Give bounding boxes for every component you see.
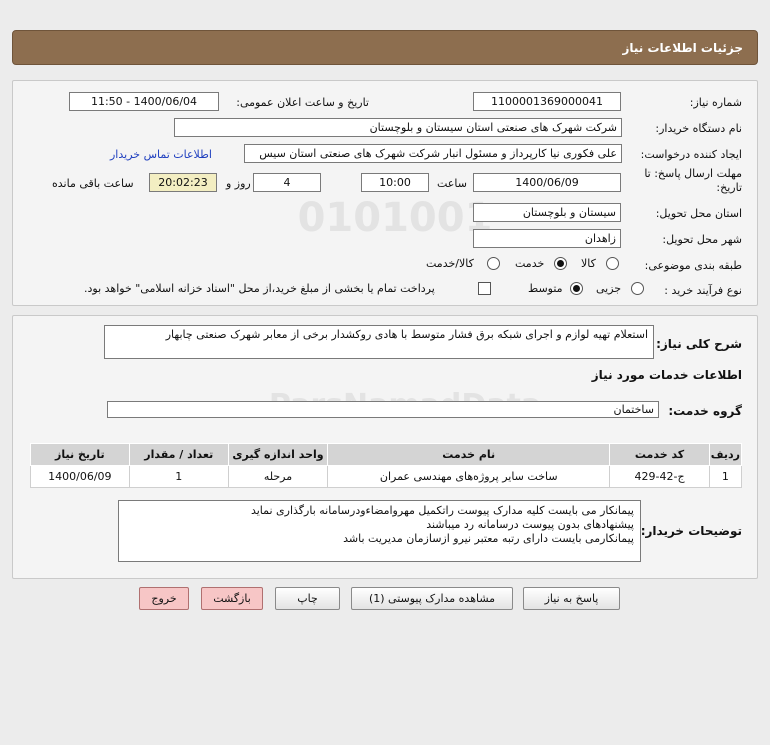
buyer-label: نام دستگاه خریدار: [655,122,742,135]
cell-row: 1 [709,466,741,488]
buyer-note-line: پیمانکارمی بایست دارای رتبه معتبر نیرو ازسازمان مدیریت باشد [343,532,634,545]
page-header [12,30,758,65]
province-label: استان محل تحویل: [655,207,742,220]
announce-field: 1400/06/04 - 11:50 [69,92,219,111]
days-field: 4 [253,173,321,192]
creator-label: ایجاد کننده درخواست: [640,148,742,161]
col-qty-header: تعداد / مقدار [129,444,228,466]
print-button[interactable]: چاپ [275,587,340,610]
cell-name: ساخت سایر پروژه‌های مهندسی عمران [328,466,610,488]
category-both-label: کالا/خدمت [426,257,474,270]
col-code-header: کد خدمت [610,444,709,466]
city-field: زاهدان [473,229,621,248]
process-medium-label: متوسط [528,282,563,295]
category-label: طبقه بندی موضوعی: [644,259,742,272]
cell-unit: مرحله [228,466,327,488]
process-label: نوع فرآیند خرید : [664,284,742,297]
contact-info-link[interactable]: اطلاعات تماس خریدار [110,148,212,161]
deadline-label: مهلت ارسال پاسخ: تا تاریخ: [644,167,742,194]
buyer-notes-label: توضیحات خریدار: [640,524,742,538]
cell-qty: 1 [129,466,228,488]
process-minor-label: جزیی [596,282,622,295]
summary-field: استعلام تهیه لوازم و اجرای شبکه برق فشار متوسط با هادی روکشدار برخی از معابر شهرک صنعتی چابهار [104,325,654,359]
category-goods-label: کالا [581,257,596,270]
col-unit-header: واحد اندازه گیری [228,444,327,466]
treasury-payment-checkbox[interactable] [478,282,491,295]
creator-field: علی فکوری نیا کارپرداز و مسئول انبار شرکت شهرک های صنعتی استان سیس [244,144,622,163]
service-group-field: ساختمان [107,401,659,418]
category-both-radio[interactable] [487,257,500,270]
remaining-time-field: 20:02:23 [149,173,217,192]
remaining-label: ساعت باقی مانده [52,177,134,190]
treasury-payment-note: پرداخت تمام یا بخشی از مبلغ خرید،از محل "اسناد خزانه اسلامی" خواهد بود. [84,282,435,295]
need-number-field: 1100001369000041 [473,92,621,111]
category-service-radio[interactable] [554,257,567,270]
services-table [30,443,742,488]
table-row [31,466,742,488]
reply-button[interactable]: پاسخ به نیاز [523,587,620,610]
table-header-row [31,444,742,466]
province-field: سیستان و بلوچستان [473,203,621,222]
service-group-label: گروه خدمت: [668,404,742,418]
back-button[interactable]: بازگشت [201,587,263,610]
need-number-label: شماره نیاز: [689,96,742,109]
col-row-header: ردیف [709,444,741,466]
col-date-header: تاریخ نیاز [31,444,130,466]
deadline-date-field: 1400/06/09 [473,173,621,192]
city-label: شهر محل تحویل: [662,233,742,246]
buyer-notes-box [118,500,641,562]
process-medium-radio[interactable] [570,282,583,295]
buyer-field: شرکت شهرک های صنعتی استان سیستان و بلوچستان [174,118,622,137]
col-name-header: نام خدمت [328,444,610,466]
announce-label: تاریخ و ساعت اعلان عمومی: [236,96,369,109]
deadline-time-label: ساعت [437,177,467,190]
category-goods-radio[interactable] [606,257,619,270]
cell-date: 1400/06/09 [31,466,130,488]
exit-button[interactable]: خروج [139,587,189,610]
view-attachments-button[interactable]: مشاهده مدارک پیوستی (1) [351,587,513,610]
summary-label: شرح کلی نیاز: [656,337,742,351]
buyer-note-line: پیشنهادهای بدون پیوست درسامانه رد میباشند [426,518,634,531]
page-title: جزئیات اطلاعات نیاز [622,40,743,55]
buyer-note-line: پیمانکار می بایست کلیه مدارک پیوست راتکمیل مهروامضاءودرسامانه بارگذاری نماید [250,504,634,517]
cell-code: ج-42-429 [610,466,709,488]
category-service-label: خدمت [515,257,545,270]
deadline-time-field: 10:00 [361,173,429,192]
days-label: روز و [226,177,251,190]
services-heading: اطلاعات خدمات مورد نیاز [591,368,742,382]
process-minor-radio[interactable] [631,282,644,295]
